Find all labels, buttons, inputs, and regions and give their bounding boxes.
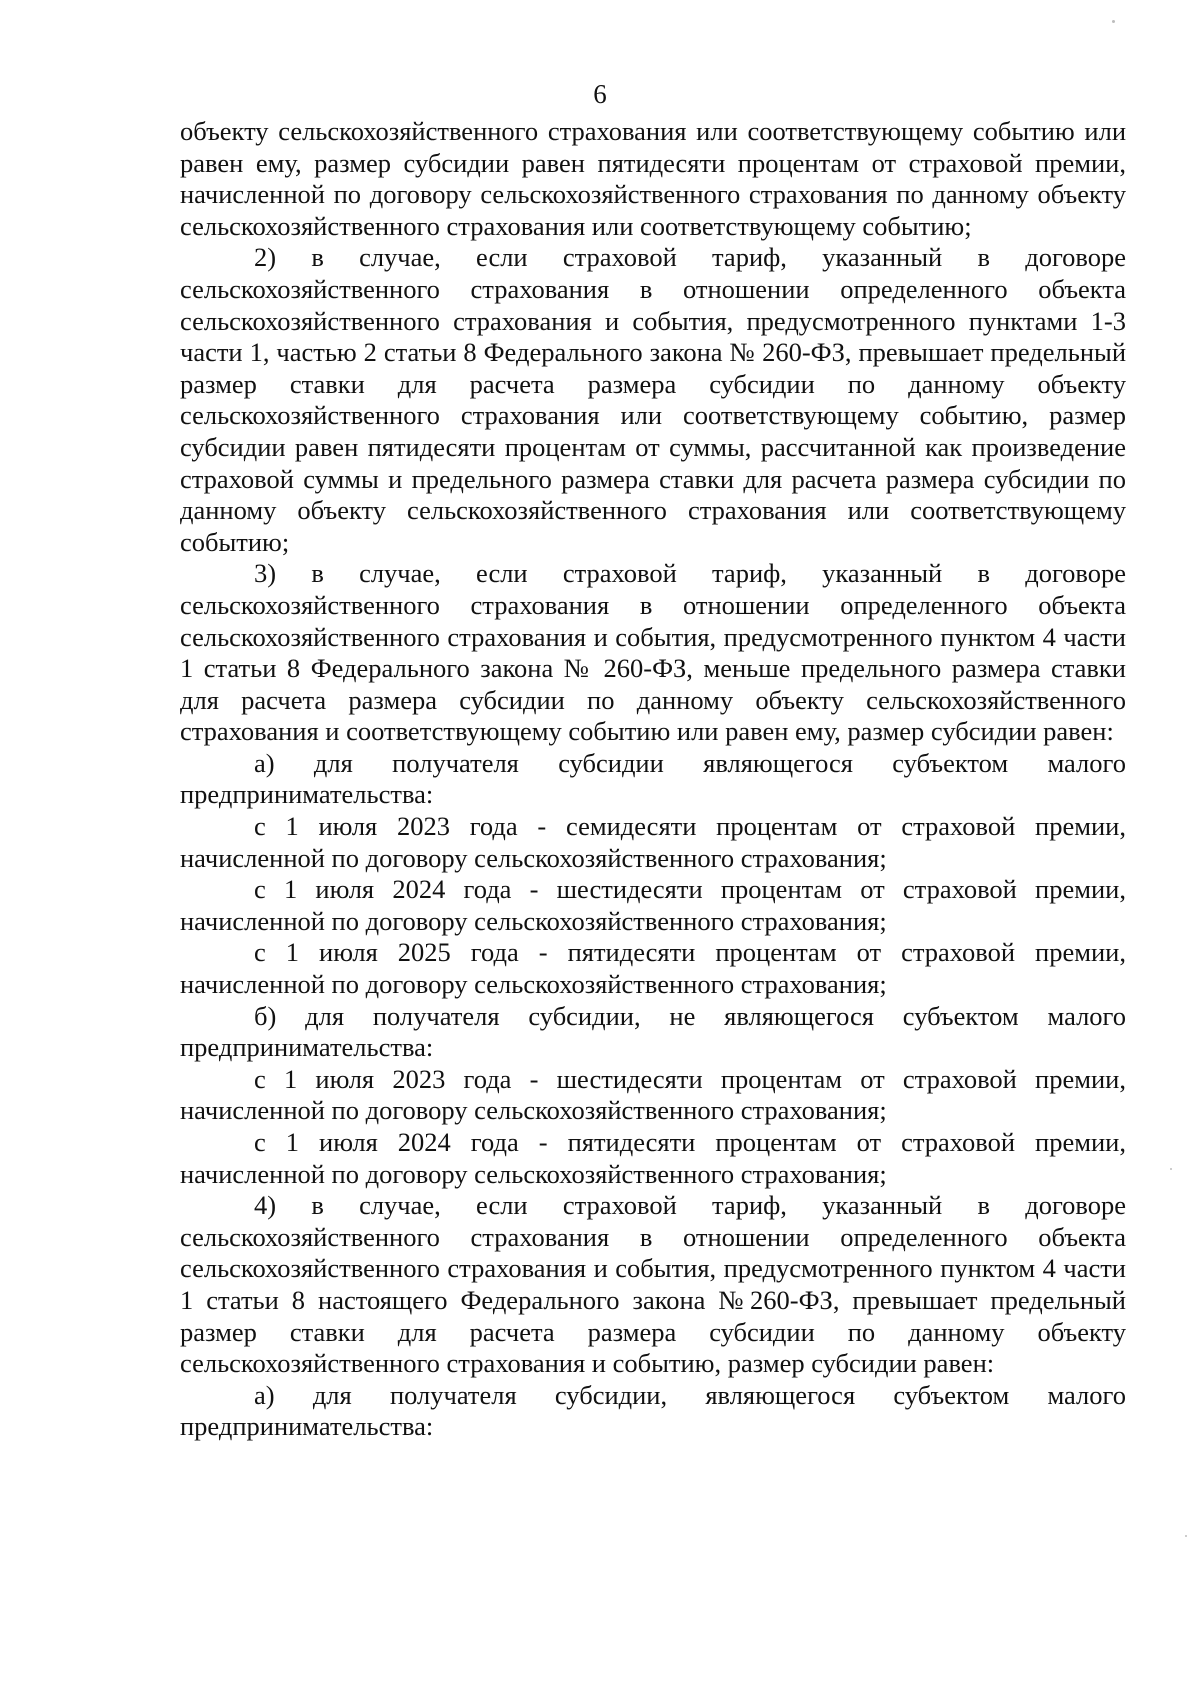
paragraph-date-2023: с 1 июля 2023 года - семидесяти процентам от страховой премии, начисленной по договору сельскохозяйственного страхования; [180,811,1126,873]
paragraph-item-2: 2) в случае, если страховой тариф, указанный в договоре сельскохозяйственного страхования в отношении определенного объекта сельскохозяйственного страхования и события, предусмотренного пунктами 1-3 части 1, частью 2 статьи 8 Федерального закона № 260-ФЗ, превышает предельный размер ставки для расчета размера субсидии по данному объекту сельскохозяйственного страхования или соответствующему событию, размер субсидии равен пятидесяти процентам от суммы, рассчитанной как произведение страховой суммы и предельного размера ставки для расчета размера субсидии по данному объекту сельскохозяйственного страхования или соответствующему событию; [180,242,1126,557]
paragraph-date-2024-b: с 1 июля 2024 года - пятидесяти процентам от страховой премии, начисленной по договору сельскохозяйственного страхования; [180,1127,1126,1189]
paragraph-continuation: объекту сельскохозяйственного страхования или соответствующему событию или равен ему, размер субсидии равен пятидесяти процентам от страховой премии, начисленной по договору сельскохозяйственного страхования по данному объекту сельскохозяйственного страхования или соответствующему событию; [180,116,1126,241]
paragraph-date-2023-b: с 1 июля 2023 года - шестидесяти процентам от страховой премии, начисленной по договору сельскохозяйственного страхования; [180,1063,1126,1126]
document-body [180,116,1126,1443]
paragraph-subitem-b: б) для получателя субсидии, не являющегося субъектом малого предпринимательства: [180,1000,1126,1063]
paragraph-item-3: 3) в случае, если страховой тариф, указанный в договоре сельскохозяйственного страхования в отношении определенного объекта сельскохозяйственного страхования и события, предусмотренного пунктом 4 части 1 статьи 8 Федерального закона № 260-ФЗ, меньше предельного размера ставки для расчета размера субсидии по данному объекту сельскохозяйственного страхования и соответствующему событию или равен ему, размер субсидии равен: [180,558,1126,747]
scan-speck [1185,1535,1187,1537]
page-number: 6 [593,79,607,109]
paragraph-date-2024: с 1 июля 2024 года - шестидесяти процентам от страховой премии, начисленной по договору сельскохозяйственного страхования; [180,874,1126,936]
paragraph-subitem-a: а) для получателя субсидии являющегося субъектом малого предпринимательства: [180,747,1126,810]
scan-speck [1170,1168,1172,1170]
paragraph-item-4: 4) в случае, если страховой тариф, указанный в договоре сельскохозяйственного страхования в отношении определенного объекта сельскохозяйственного страхования и события, предусмотренного пунктом 4 части 1 статьи 8 настоящего Федерального закона №260-ФЗ, превышает предельный размер ставки для расчета размера субсидии по данному объекту сельскохозяйственного страхования и событию, размер субсидии равен: [180,1190,1126,1379]
scan-speck [1112,20,1115,23]
paragraph-date-2025: с 1 июля 2025 года - пятидесяти процентам от страховой премии, начисленной по договору сельскохозяйственного страхования; [180,937,1126,1000]
paragraph-subitem-a-2: а) для получателя субсидии, являющегося субъектом малого предпринимательства: [180,1379,1126,1442]
